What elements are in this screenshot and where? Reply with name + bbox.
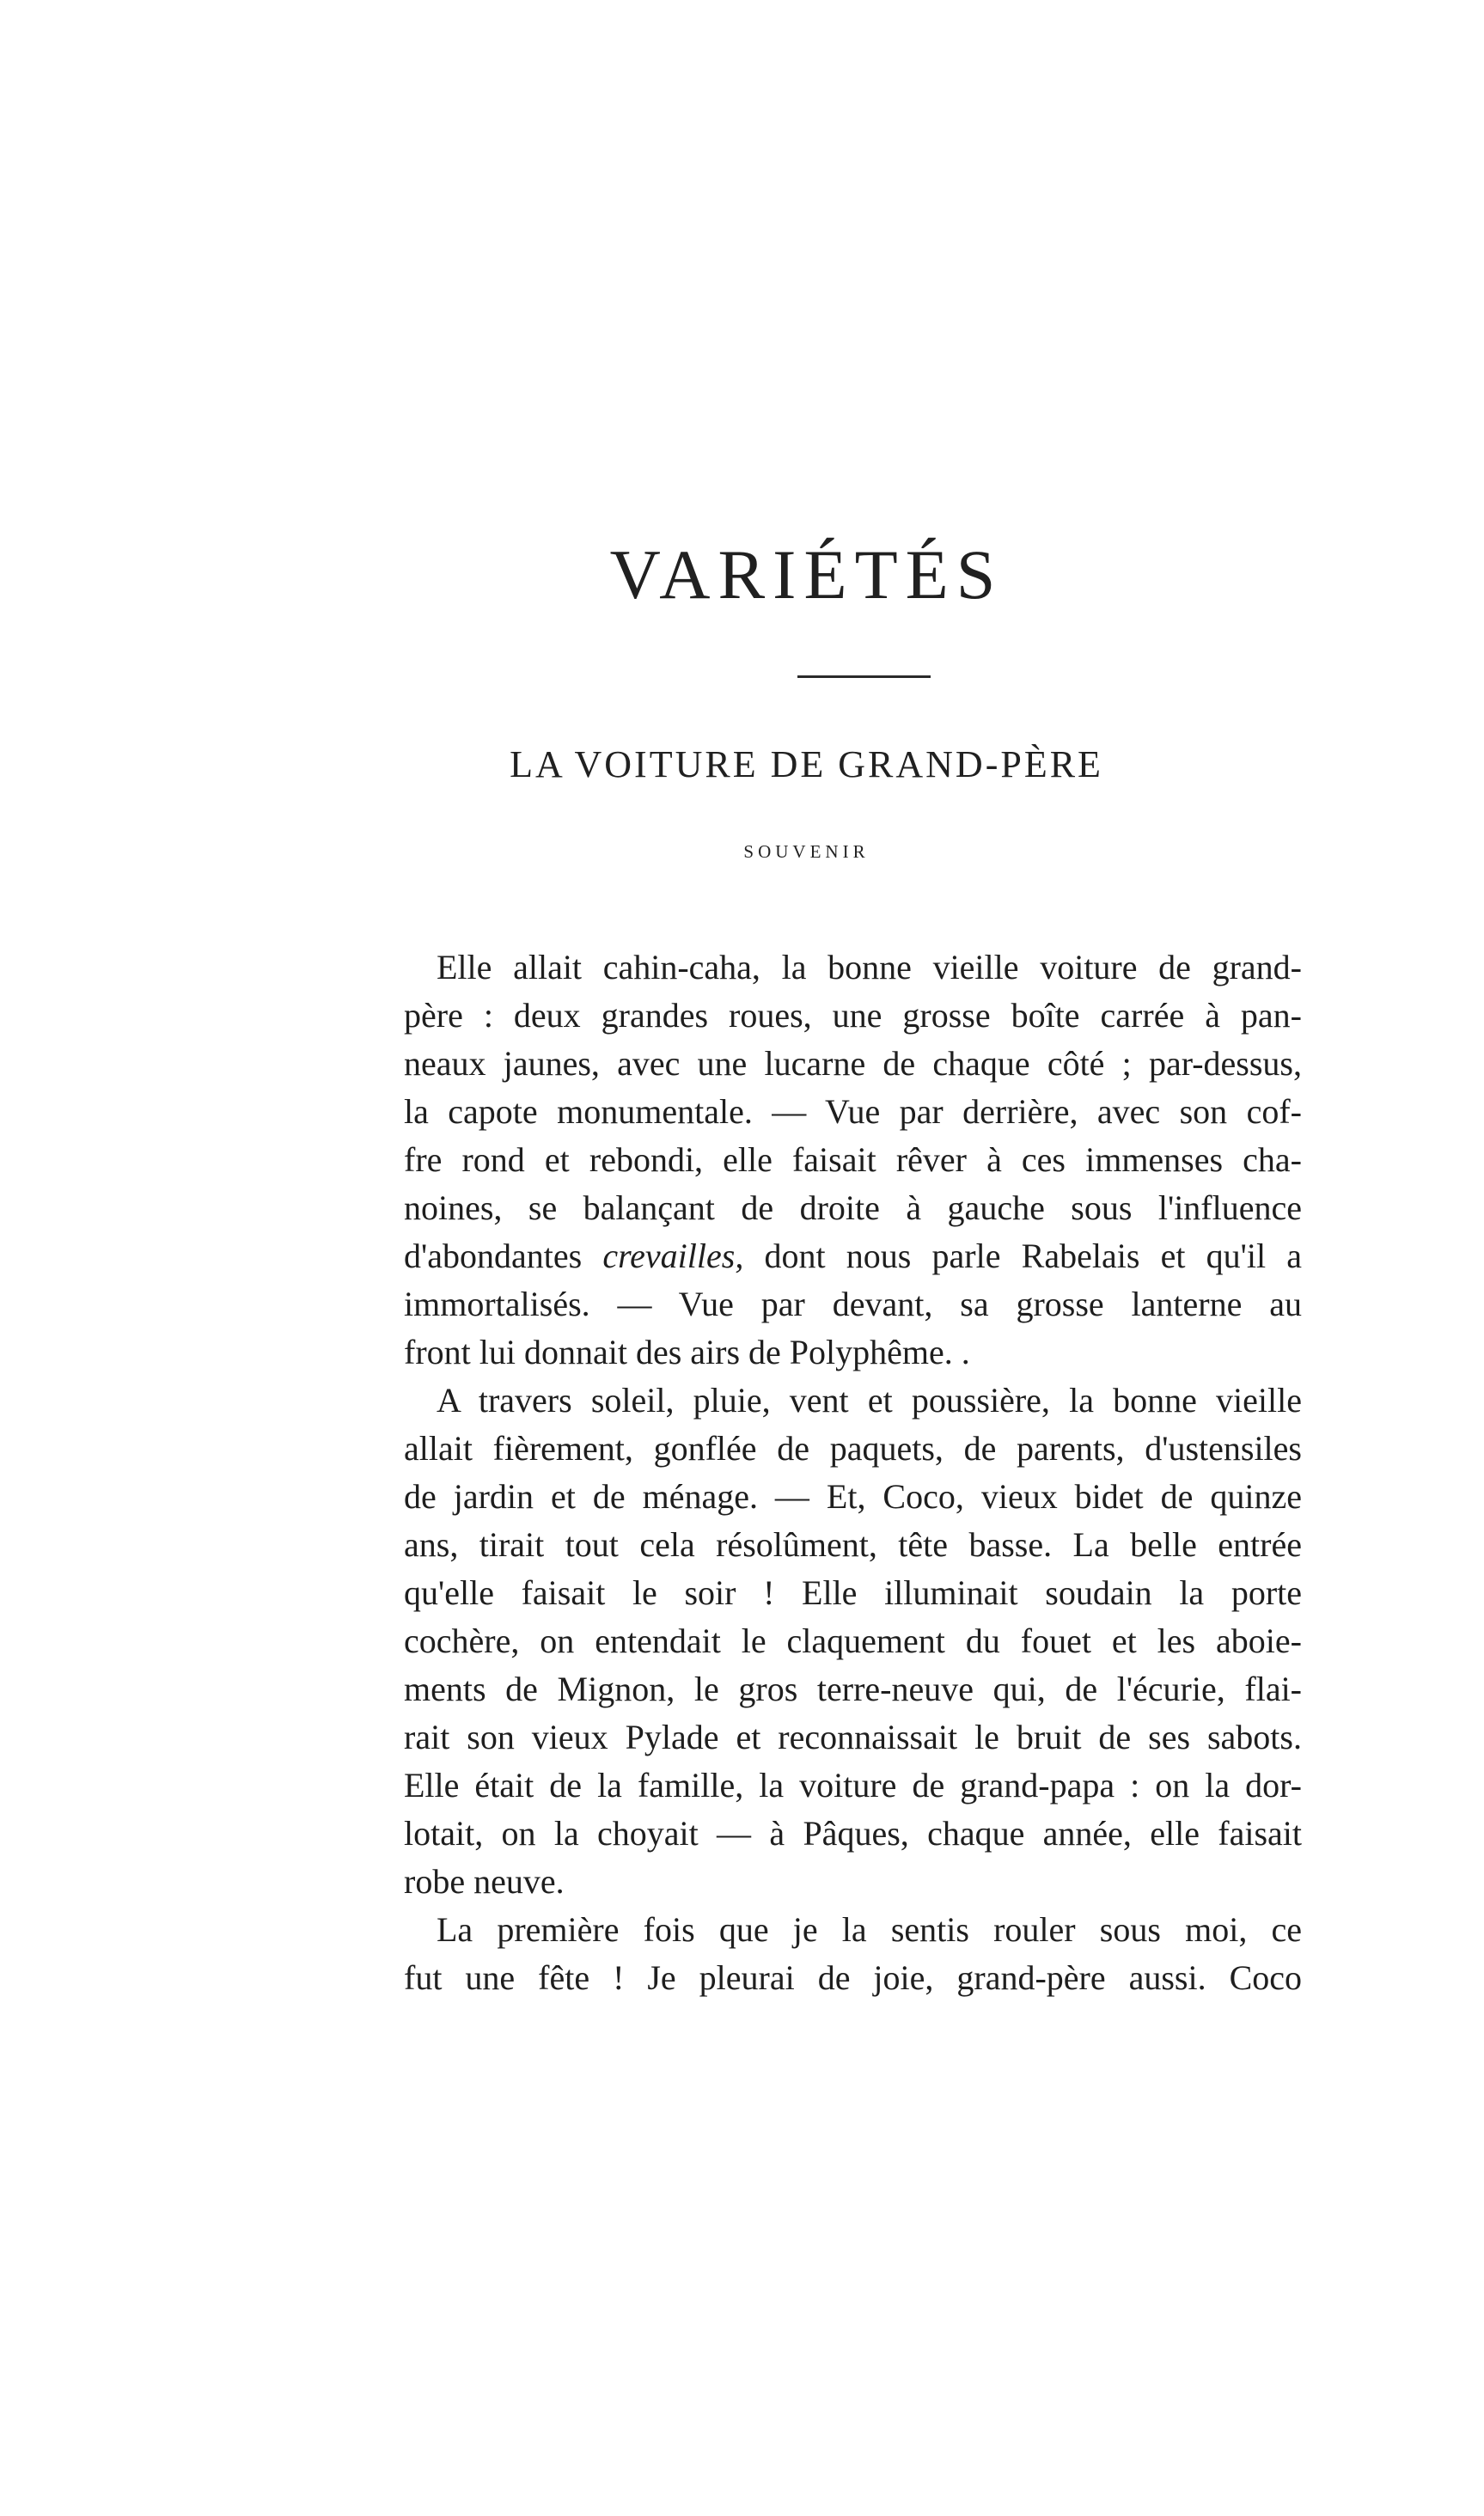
text-line: neaux jaunes, avec une lucarne de chaque côté ; par-dessus, [404, 1044, 1302, 1083]
text-line: immortalisés. — Vue par devant, sa grosse lanterne au [404, 1285, 1302, 1323]
text-line: allait fièrement, gonflée de paquets, de parents, d'ustensiles [404, 1429, 1302, 1468]
section-title: VARIÉTÉS [609, 535, 1004, 614]
text-line: cochère, on entendait le claquement du fouet et les aboie- [404, 1621, 1302, 1660]
title-divider [797, 675, 931, 678]
text-line: de jardin et de ménage. — Et, Coco, vieux bidet de quinze [404, 1477, 1302, 1516]
article-body [404, 944, 1302, 2002]
text-line: fre rond et rebondi, elle faisait rêver à ces immenses cha- [404, 1140, 1302, 1179]
text-line: rait son vieux Pylade et reconnaissait le bruit de ses sabots. [404, 1718, 1302, 1756]
article-subtitle: SOUVENIR [743, 841, 870, 862]
text-line: A travers soleil, pluie, vent et poussière, la bonne vieille [437, 1381, 1302, 1420]
text-line: lotait, on la choyait — à Pâques, chaque année, elle faisait [404, 1814, 1302, 1853]
italic-word: crevailles, [602, 1237, 744, 1275]
text-line: Elle était de la famille, la voiture de grand-papa : on la dor- [404, 1766, 1302, 1805]
text-line: fut une fête ! Je pleurai de joie, grand-père aussi. Coco [404, 1958, 1302, 1997]
text-line: Elle allait cahin-caha, la bonne vieille voiture de grand- [437, 948, 1302, 986]
article-title: LA VOITURE DE GRAND-PÈRE [510, 743, 1103, 785]
paragraph-2 [404, 1377, 1302, 1906]
text-line: noines, se balançant de droite à gauche sous l'influence [404, 1188, 1302, 1227]
paragraph-1 [404, 944, 1302, 1377]
text-line: qu'elle faisait le soir ! Elle illuminait soudain la porte [404, 1573, 1302, 1612]
paragraph-3 [404, 1906, 1302, 2002]
text-segment: d'abondantes [404, 1237, 603, 1275]
text-line: père : deux grandes roues, une grosse boîte carrée à pan- [404, 996, 1302, 1035]
text-line: robe neuve. [404, 1862, 565, 1901]
text-line: ans, tirait tout cela résolûment, tête basse. La belle entrée [404, 1525, 1302, 1564]
text-line: la capote monumentale. — Vue par derrière, avec son cof- [404, 1092, 1302, 1131]
text-line [404, 1232, 1302, 1280]
text-line: ments de Mignon, le gros terre-neuve qui, de l'écurie, flai- [404, 1670, 1302, 1708]
text-segment: dont nous parle Rabelais et qu'il a [743, 1237, 1302, 1275]
text-line: La première fois que je la sentis rouler sous moi, ce [437, 1910, 1302, 1949]
text-line: front lui donnait des airs de Polyphême. . [404, 1333, 970, 1371]
